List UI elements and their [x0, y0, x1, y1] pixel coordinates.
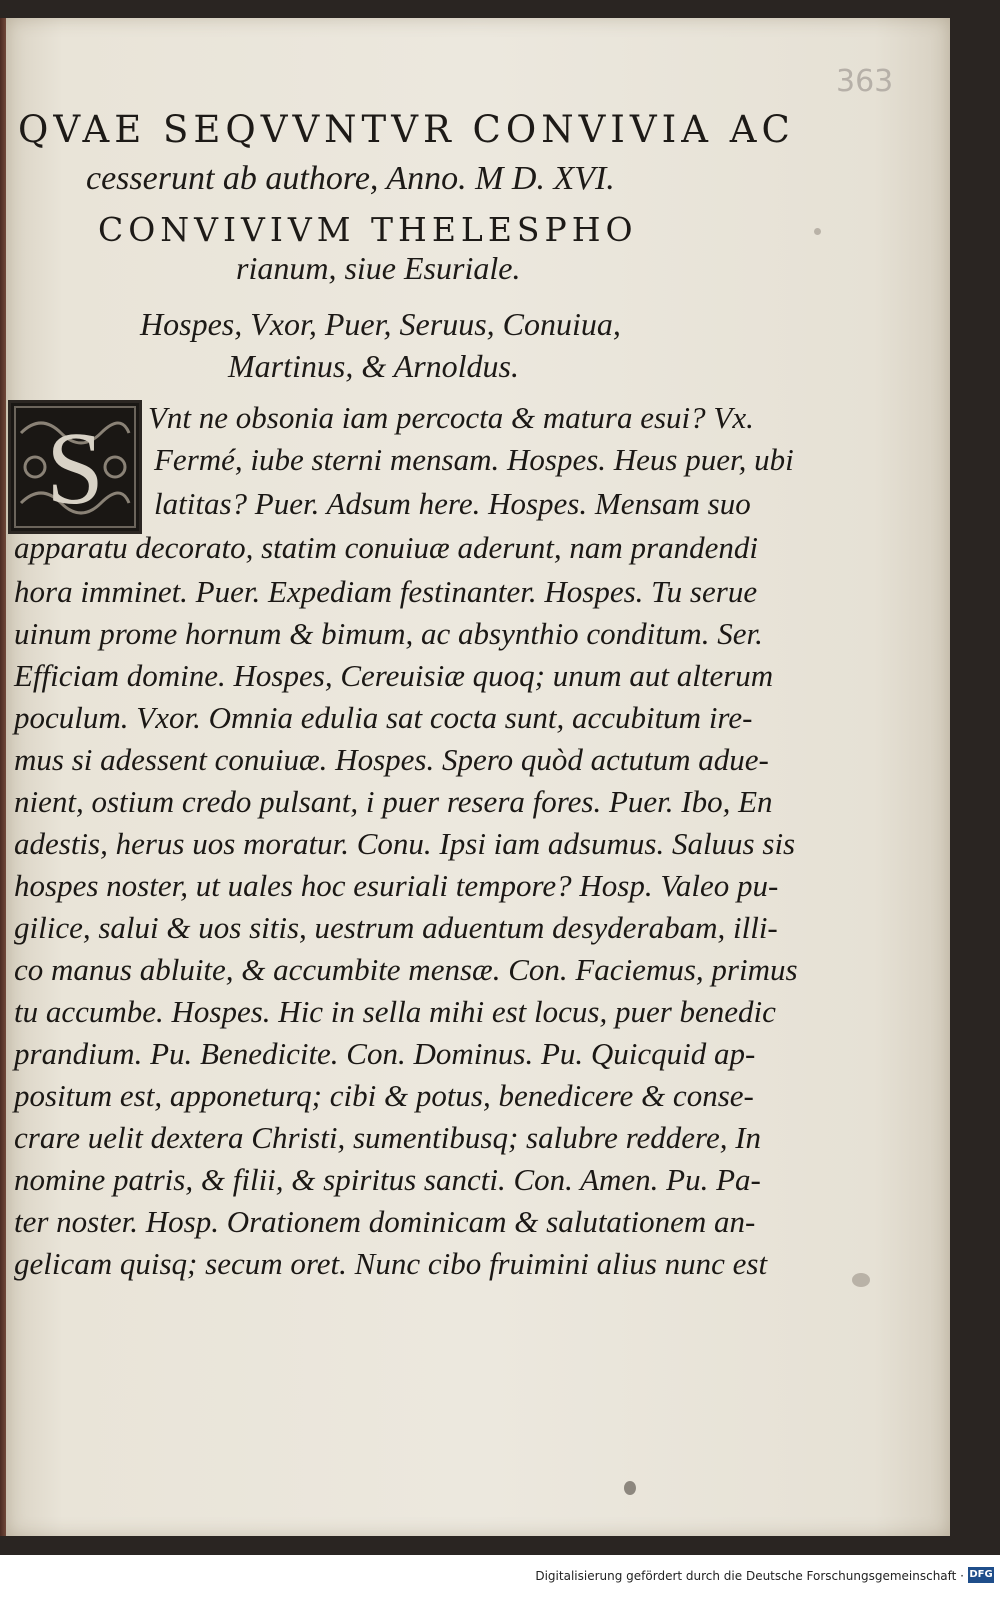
text-line: Efficiam domine. Hospes, Cereuisiæ quoq; unum aut alterum: [14, 658, 774, 693]
text-line: Fermé, iube sterni mensam. Hospes. Heus puer, ubi: [154, 442, 794, 477]
text-line: nomine patris, & filii, & spiritus sancti. Con. Amen. Pu. Pa-: [14, 1162, 761, 1197]
text-line: hospes noster, ut uales hoc esuriali tempore? Hosp. Valeo pu-: [14, 868, 779, 903]
personae-line-2: Martinus, & Arnoldus.: [228, 348, 519, 384]
text-line: latitas? Puer. Adsum here. Hospes. Mensam suo: [154, 486, 751, 521]
text-line: adestis, herus uos moratur. Conu. Ipsi iam adsumus. Saluus sis: [14, 826, 796, 861]
folio-number: 363: [836, 64, 894, 99]
text-line: poculum. Vxor. Omnia edulia sat cocta sunt, accubitum ire-: [14, 700, 753, 735]
text-line: positum est, apponeturq; cibi & potus, benedicere & conse-: [14, 1078, 754, 1113]
text-line: uinum prome hornum & bimum, ac absynthio conditum. Ser.: [14, 616, 763, 651]
heading-line-4: rianum, siue Esuriale.: [236, 250, 521, 286]
text-line: gilice, salui & uos sitis, uestrum aduentum desyderabam, illi-: [14, 910, 778, 945]
footer-bar: [0, 1555, 1000, 1603]
funding-note: Digitalisierung gefördert durch die Deutsche Forschungsgemeinschaft ·: [535, 1569, 964, 1583]
text-line: Vnt ne obsonia iam percocta & matura esui? Vx.: [148, 400, 754, 435]
heading-line-2: cesserunt ab authore, Anno. M D. XVI.: [86, 160, 615, 197]
text-line: nient, ostium credo pulsant, i puer resera fores. Puer. Ibo, En: [14, 784, 773, 819]
text-line: gelicam quisq; secum oret. Nunc cibo fruimini alius nunc est: [14, 1246, 768, 1281]
initial-letter: S: [46, 411, 104, 526]
text-line: tu accumbe. Hospes. Hic in sella mihi est locus, puer benedic: [14, 994, 776, 1029]
paper-speck: [852, 1273, 870, 1287]
ornament-icon: [11, 403, 139, 531]
dfg-logo-icon: DFG: [968, 1567, 994, 1583]
text-line: hora imminet. Puer. Expediam festinanter. Hospes. Tu serue: [14, 574, 758, 609]
text-line: mus si adessent conuiuæ. Hospes. Spero quòd actutum adue-: [14, 742, 769, 777]
text-line: apparatu decorato, statim conuiuæ aderunt, nam prandendi: [14, 530, 758, 565]
decorated-initial: [8, 400, 142, 534]
text-line: co manus abluite, & accumbite mensæ. Con. Faciemus, primus: [14, 952, 798, 987]
paper-speck: [624, 1481, 636, 1495]
text-line: prandium. Pu. Benedicite. Con. Dominus. Pu. Quicquid ap-: [14, 1036, 756, 1071]
text-line: ter noster. Hosp. Orationem dominicam & salutationem an-: [14, 1204, 756, 1239]
heading-line-1: QVAE SEQVVNTVR CONVIVIA AC: [18, 108, 795, 151]
paper-speck: [814, 228, 821, 235]
personae-line-1: Hospes, Vxor, Puer, Seruus, Conuiua,: [140, 306, 621, 342]
heading-line-3: CONVIVIVM THELESPHO: [98, 210, 638, 249]
text-line: crare uelit dextera Christi, sumentibusq; salubre reddere, In: [14, 1120, 762, 1155]
